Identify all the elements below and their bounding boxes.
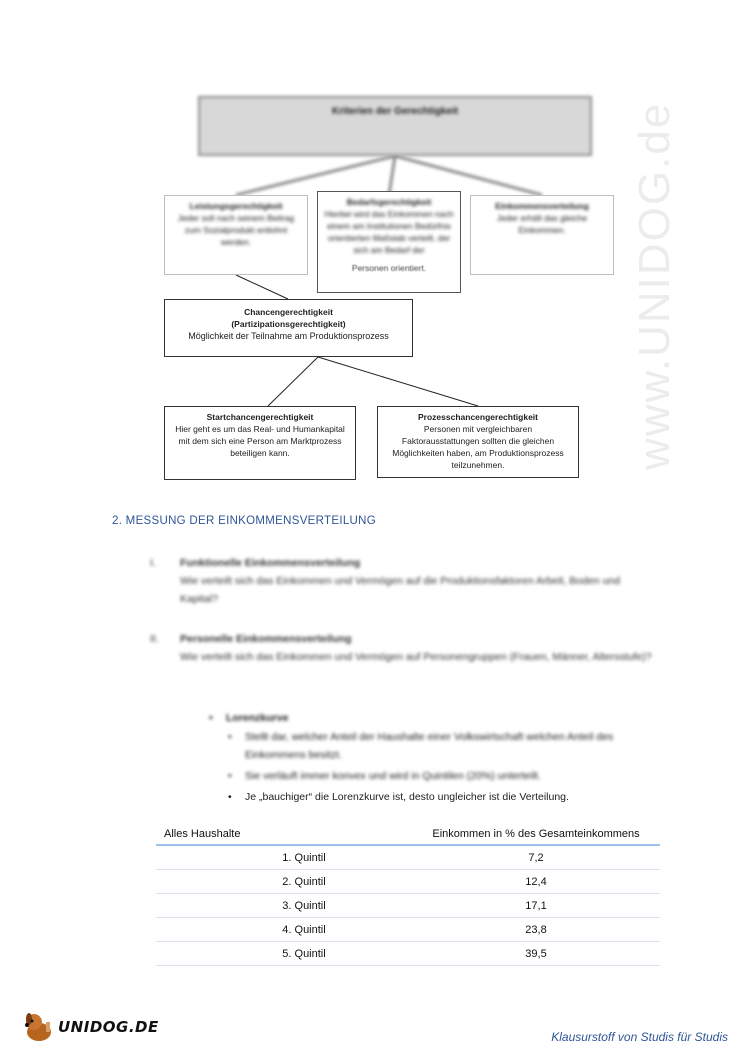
diagram-box-title: Startchancengerechtigkeit <box>206 412 314 422</box>
diagram-box-text: Personen mit vergleichbaren Faktorausstattungen sollten die gleichen Möglichkeiten haben, am Produktionsprozess teilzunehmen. <box>392 424 564 470</box>
lorenz-title-item <box>209 709 289 727</box>
table-cell-label: 4. Quintil <box>156 918 412 942</box>
bullet-icon: • <box>228 731 232 743</box>
diagram-root-title: Kriterien der Gerechtigkeit <box>331 106 459 117</box>
bullet-icon: • <box>209 712 213 724</box>
diagram-box-text: Hier geht es um das Real- und Humankapital mit dem sich eine Person am Marktprozess beteiligen kann. <box>175 424 345 458</box>
logo-text: UNIDOG.DE <box>58 1018 159 1036</box>
diagram-box-title: Chancengerechtigkeit <box>244 307 333 317</box>
diagram-box-bedarf <box>317 191 461 293</box>
section-heading: 2. MESSUNG DER EINKOMMENSVERTEILUNG <box>112 515 376 527</box>
table-cell-label: 1. Quintil <box>156 845 412 870</box>
watermark: www.UNIDOG.de <box>630 101 679 470</box>
table-cell-label: 3. Quintil <box>156 894 412 918</box>
table-cell-value: 23,8 <box>412 918 660 942</box>
dog-icon <box>22 1010 56 1044</box>
section-funktionell <box>150 554 660 608</box>
table-row <box>156 942 660 966</box>
table-cell-value: 12,4 <box>412 870 660 894</box>
diagram-box-chancengerechtigkeit <box>164 299 413 357</box>
table-row <box>156 918 660 942</box>
diagram-box-subtitle: (Partizipationsgerechtigkeit) <box>231 319 346 329</box>
diagram-box-text: Jeder soll nach seinem Beitrag zum Sozialprodukt entlohnt werden. <box>177 213 295 247</box>
lorenz-title: Lorenzkurve <box>226 712 289 724</box>
table-row <box>156 894 660 918</box>
diagram-box-prozesschancen <box>377 406 579 478</box>
table-header-cell: Einkommen in % des Gesamteinkommens <box>412 824 660 845</box>
diagram-box-startchancen <box>164 406 356 480</box>
section-text: Wie verteilt sich das Einkommen und Vermögen auf die Produktionsfaktoren Arbeit, Boden und Kapital? <box>180 575 621 605</box>
lorenz-bullet-text: Je „bauchiger“ die Lorenzkurve ist, desto ungleicher ist die Verteilung. <box>245 791 569 803</box>
table-cell-value: 17,1 <box>412 894 660 918</box>
lorenz-bullet <box>228 767 660 785</box>
table-cell-label: 2. Quintil <box>156 870 412 894</box>
table-header-cell: Alles Haushalte <box>156 824 412 845</box>
diagram-box-title: Bedarfsgerechtigkeit <box>346 197 432 207</box>
diagram-box-tail: Personen orientiert. <box>351 263 427 273</box>
quintile-table <box>156 824 660 966</box>
diagram-box-einkommen <box>470 195 614 275</box>
diagram-box-text: Jeder erhält das gleiche Einkommen. <box>496 213 588 235</box>
table-cell-value: 39,5 <box>412 942 660 966</box>
lorenz-bullet-text: Sie verläuft immer konvex und wird in Quintilen (20%) unterteilt. <box>245 770 541 782</box>
diagram-box-title: Leistungsgerechtigkeit <box>189 201 283 211</box>
diagram-box-title: Prozesschancengerechtigkeit <box>418 412 538 422</box>
bullet-icon: • <box>228 791 232 803</box>
footer-text: Klausurstoff von Studis für Studis <box>551 1030 728 1044</box>
section-number: II. <box>150 633 159 645</box>
diagram-root-box <box>198 96 592 156</box>
table-cell-label: 5. Quintil <box>156 942 412 966</box>
table-row <box>156 870 660 894</box>
section-text: Wie verteilt sich das Einkommen und Vermögen auf Personengruppen (Frauen, Männer, Altersstufe)? <box>180 651 652 663</box>
diagram-box-title: Einkommensverteilung <box>495 201 589 211</box>
lorenz-bullet-text: Stellt dar, welcher Anteil der Haushalte einer Volkswirtschaft welchen Anteil des Einkommens besitzt. <box>245 731 614 761</box>
diagram-box-text: Möglichkeit der Teilnahme am Produktionsprozess <box>188 331 389 341</box>
table-header-row <box>156 824 660 845</box>
diagram-box-leistung <box>164 195 308 275</box>
justice-criteria-diagram <box>0 0 750 500</box>
section-personell <box>150 630 660 666</box>
lorenz-bullet <box>228 728 660 764</box>
section-title: Personelle Einkommensverteilung <box>180 633 352 645</box>
section-title: Funktionelle Einkommensverteilung <box>180 557 361 569</box>
table-row <box>156 845 660 870</box>
table-cell-value: 7,2 <box>412 845 660 870</box>
bullet-icon: • <box>228 770 232 782</box>
diagram-box-text: Hierbei wird das Einkommen nach einem am Institutionen Bedürfnis orientierten Maßstab verteilt, der sich am Bedarf der <box>324 209 454 255</box>
unidog-logo[interactable] <box>22 1010 159 1044</box>
lorenz-bullet <box>228 788 660 806</box>
section-number: I. <box>150 557 156 569</box>
